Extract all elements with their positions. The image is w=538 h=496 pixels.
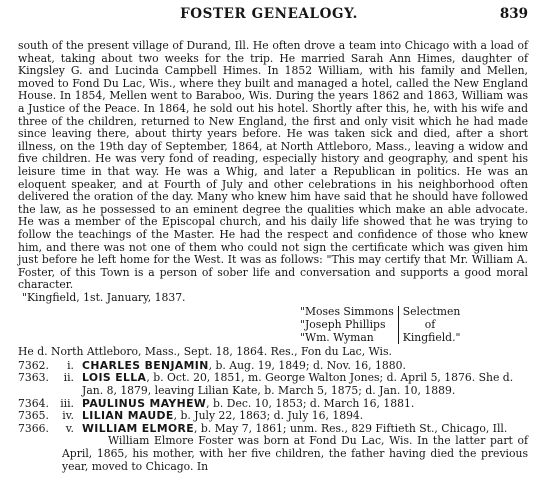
main-paragraph: south of the present village of Durand, Ill. He often drove a team into Chicago with a load of wheat, taking about two weeks for the trip. He married Sarah Ann Himes, daughter of Kingsley G. and Lucinda Campbell Himes. In 1852 William, with his family and Mellen, moved to Fond Du Lac, Wis., where they built and managed a hotel, called the New England House. In 1854, Mellen went to Baraboo, Wis. During the years 1862 and 1863, William was a Justice of the Peace. In 1864, he sold out his hotel. Shortly after this, he, with his wife and three of the children, returned to New England, the first and only visit which he had made since leaving there, about thirty years before. He was taken sick and died, after a short illness, on the 19th day of September, 1864, at North Attleboro, Mass., leaving a widow and five children. He was very fond of reading, especially history and geography, and spent his leisure time in that way. He was a Whig, and later a Republican in politics. He was an eloquent speaker, and at Fourth of July and other celebrations in his neighborhood often delivered the oration of the day. Many who knew him have said that he should have followed the law, as he possessed to an eminent degree the qualities which make an able advocate. He was a member of the Episcopal church, and his daily life showed that he was trying to follow the teachings of the Master. He had the respect and confidence of those who knew him, and there was not one of them who could not sign the certificate which was given him just before he left home for the West. It was as follows: "This may certify that Mr. William A. Foster, of this Town is a person of sober life and conversation and supports a good moral character. [18, 39, 528, 292]
page-title: FOSTER GENEALOGY. [180, 6, 358, 22]
child-details: , b. Dec. 10, 1853; d. March 16, 1881. [206, 396, 415, 410]
signatory-names [300, 306, 399, 344]
child-text [82, 372, 528, 397]
child-name: PAULINUS MAYHEW [82, 396, 207, 410]
child-id: 7363. [18, 371, 49, 385]
death-line: He d. North Attleboro, Mass., Sept. 18, 1864. Res., Fon du Lac, Wis. [18, 345, 392, 359]
signatory-role-line: of [424, 318, 436, 332]
page-header [0, 6, 538, 24]
child-numeral: i. [67, 358, 74, 372]
certificate-date: "Kingfield, 1st. January, 1837. [22, 290, 186, 304]
signatory-role-line: Selectmen [402, 305, 461, 319]
child-numeral: ii. [63, 371, 74, 385]
child-details: , b. Aug. 19, 1849; d. Nov. 16, 1880. [208, 358, 406, 372]
child-details: , b. Oct. 20, 1851, m. George Walton Jones; d. April 5, 1876. She d. Jan. 8, 1879, leaving Lilian Kate, b. March 5, 1875; d. Jan. 10, 1889. [82, 371, 514, 398]
page-number: 839 [499, 6, 528, 22]
child-numeral: iv. [62, 409, 74, 423]
signatories-block [300, 306, 528, 344]
page-body [18, 40, 528, 473]
child-numeral: iii. [60, 396, 74, 410]
child-id: 7366. [18, 421, 49, 435]
signatory-role [399, 306, 461, 344]
child-details: , b. May 7, 1861; unm. Res., 829 Fiftieth St., Chicago, Ill. [194, 421, 508, 435]
signatory-name: "Moses Simmons [300, 305, 394, 319]
child-id: 7362. [18, 358, 49, 372]
child-name: WILLIAM ELMORE [82, 421, 195, 435]
child-details: , b. July 22, 1863; d. July 16, 1894. [173, 409, 364, 423]
child-name: LOIS ELLA [82, 371, 147, 385]
child-id: 7364. [18, 396, 49, 410]
signatory-role-line: Kingfield." [402, 330, 461, 344]
child-name: LILIAN MAUDE [82, 409, 174, 423]
child-entry [18, 372, 528, 397]
signatory-name: "Wm. Wyman [300, 330, 374, 344]
child-numeral: v. [65, 421, 74, 435]
final-paragraph: William Elmore Foster was born at Fond Du Lac, Wis. In the latter part of April, 1865, his mother, with her five children, the father having died the previous year, moved to Chicago. In [62, 434, 528, 473]
child-id: 7365. [18, 409, 49, 423]
child-name: CHARLES BENJAMIN [82, 358, 209, 372]
signatory-name: "Joseph Phillips [300, 318, 386, 332]
